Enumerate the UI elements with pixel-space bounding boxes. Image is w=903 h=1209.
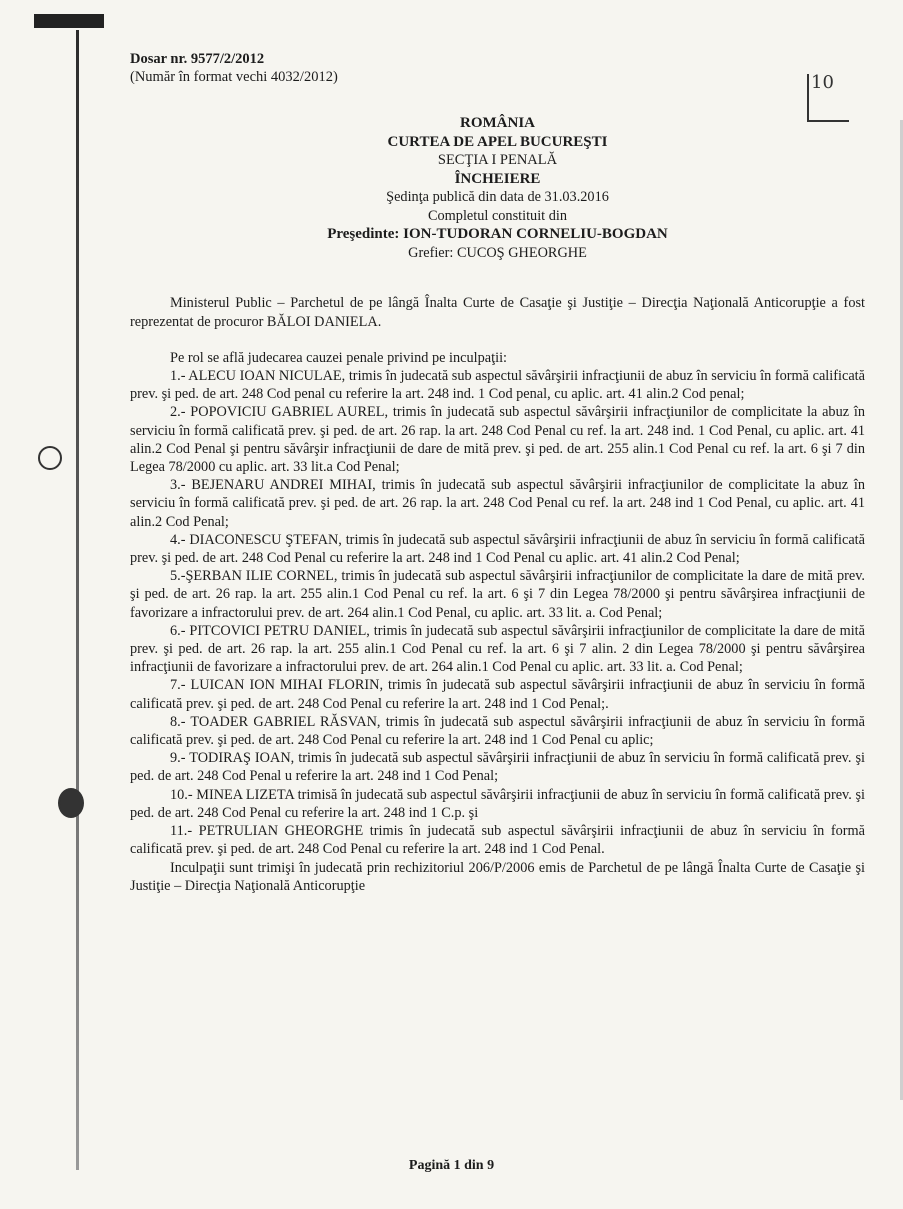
defendant-item: 7.- LUICAN ION MIHAI FLORIN, trimis în judecată sub aspectul săvârşirii infracţiunii de abuz în serviciu în formă calificată prev. şi ped. de art. 248 Cod Penal cu referire la art. 248 ind 1 Cod Penal;. — [130, 677, 865, 712]
panel-line: Completul constituit din — [428, 207, 567, 224]
case-intro: Pe rol se află judecarea cauzei penale privind pe inculpaţii: — [170, 349, 508, 366]
defendant-item: 5.-ŞERBAN ILIE CORNEL, trimis în judecată sub aspectul săvârşirii infracţiunilor de complicitate la dare de mită prev. şi ped. de art. 26 rap. la art. 255 alin.1 Cod Penal cu ref. la art. 6 şi 7 din Legea 78/2000 şi pentru săvârşirea infracţiunii de favorizare a infractorului prev. de art. 264 alin.1 Cod Penal, cu aplic. art. 33 lit. a. Cod Penal; — [130, 568, 865, 621]
defendant-item: 4.- DIACONESCU ŞTEFAN, trimis în judecată sub aspectul săvârşirii infracţiunii de abuz în serviciu în formă calificată prev. şi ped. de art. 248 Cod Penal cu referire la art. 248 ind 1 Cod Penal cu aplic. art. 41 alin.2 Cod Penal; — [130, 531, 865, 567]
punch-hole — [38, 446, 62, 470]
defendants-list — [130, 367, 865, 858]
section-title: SECŢIA I PENALĂ — [437, 152, 558, 169]
punch-hole — [58, 788, 84, 818]
defendant-item: 1.- ALECU IOAN NICULAE, trimis în judecată sub aspectul săvârşirii infracţiunii de abuz în serviciu în formă calificată prev. şi ped. de art. 248 Cod penal cu referire la art. 248 ind. 1 Cod penal, cu aplic. art. 41 alin.2 Cod penal; — [130, 368, 865, 403]
defendant-item: 6.- PITCOVICI PETRU DANIEL, trimis în judecată sub aspectul săvârşirii infracţiunilor de complicitate la dare de mită prev. şi ped. de art. 26 rap. la art. 255 alin.1 Cod Penal cu ref. la art. 6 şi 7 alin. 2 din Legea 78/2000 şi pentru săvârşirea infracţiunii de favorizare a infractorului prev. de art. 264 alin.1 Cod Penal cu aplic. art. 33 lit. a. Cod Penal; — [130, 622, 865, 676]
defendant-item: 9.- TODIRAŞ IOAN, trimis în judecată sub aspectul săvârşirii infracţiunii de abuz în serviciu în formă calificată prev. şi ped. de art. 248 Cod Penal u referire la art. 248 ind 1 Cod Penal; — [130, 750, 865, 785]
binder-margin — [0, 0, 120, 1209]
document-header — [130, 114, 865, 262]
case-number: Dosar nr. 9577/2/2012 — [130, 51, 265, 67]
clerk-line: Grefier: CUCOŞ GHEORGHE — [408, 244, 587, 261]
page-number: Pagină 1 din 9 — [408, 1158, 495, 1173]
binder-clip — [34, 14, 104, 28]
defendant-item: 8.- TOADER GABRIEL RĂSVAN, trimis în judecată sub aspectul săvârşirii infracţiunii de abuz în serviciu în formă calificată prev. şi ped. de art. 248 Cod Penal cu referire la art. 248 ind 1 Cod Penal cu aplic; — [130, 713, 865, 749]
president-line: Preşedinte: ION-TUDORAN CORNELIU-BOGDAN — [327, 226, 668, 243]
prosecutor-paragraph: Ministerul Public – Parchetul de pe lângă Înalta Curte de Casaţie şi Justiţie – Direcţia Naţională Anticorupţie a fost reprezentat de procuror BĂLOI DANIELA. — [130, 295, 865, 330]
session-date: Şedinţa publică din data de 31.03.2016 — [386, 189, 609, 206]
country-title: ROMÂNIA — [460, 115, 535, 132]
court-title: CURTEA DE APEL BUCUREŞTI — [387, 133, 608, 150]
folio-number: 10 — [811, 72, 834, 93]
defendant-item: 10.- MINEA LIZETA trimisă în judecată sub aspectul săvârşirii infracţiunii de abuz în serviciu în formă calificată prev. şi ped. de art. 248 Cod Penal cu referire la art. 248 ind 1 C.p. şi — [130, 786, 865, 821]
document-type: ÎNCHEIERE — [454, 170, 541, 187]
document-page — [130, 50, 865, 895]
binder-line — [76, 30, 79, 1170]
indictment-paragraph: Inculpaţii sunt trimişi în judecată prin rechizitoriul 206/P/2006 emis de Parchetul de pe lângă Înalta Curte de Casaţie şi Justiţie – Direcţia Naţională Anticorupţie — [130, 859, 865, 894]
defendant-item: 2.- POPOVICIU GABRIEL AUREL, trimis în judecată sub aspectul săvârşirii infracţiunilor de complicitate la abuz în serviciu în formă calificată prev. şi ped. de art. 26 rap. la art. 248 Cod Penal cu ref. la art. 248 ind. 1 Cod Penal, cu aplic. art. 41 alin.2 Cod Penal şi pentru săvârşir infracţiunii de dare de mită prev. şi ped. de art. 255 alin.1 Cod Penal cu ref. la art. 6 şi 7 din Legea 78/2000 cu aplic. art. 33 lit.a Cod Penal; — [130, 404, 865, 476]
case-old-number: (Număr în format vechi 4032/2012) — [130, 69, 338, 86]
defendant-item: 3.- BEJENARU ANDREI MIHAI, trimis în judecată sub aspectul săvârşirii infracţiunilor de complicitate la abuz în serviciu în formă calificată prev. şi ped. de art. 26 rap. la art. 248 Cod Penal cu ref. la art. 248 ind 1 Cod Penal, cu aplic. art. 41 alin.2 Cod Penal; — [130, 477, 865, 530]
defendant-item: 11.- PETRULIAN GHEORGHE trimis în judecată sub aspectul săvârşirii infracţiunii de abuz în serviciu în formă calificată prev. şi ped. de art. 248 Cod Penal cu referire la art. 248 ind 1 Cod Penal. — [130, 823, 865, 858]
